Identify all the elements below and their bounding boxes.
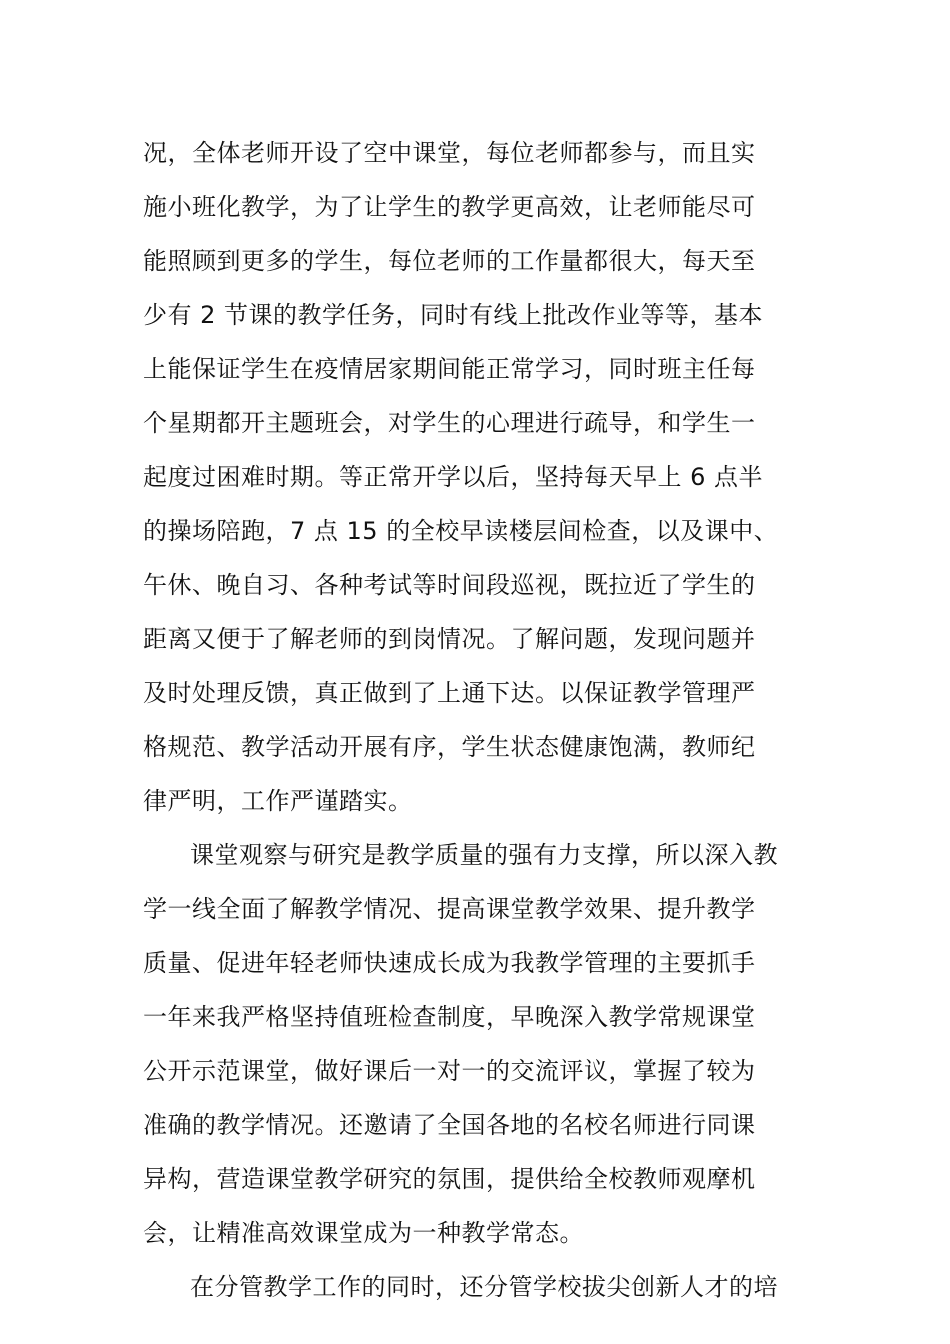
text-line: 起度过困难时期。等正常开学以后，坚持每天早上 6 点半: [143, 463, 764, 491]
paragraph-start-line: 课堂观察与研究是教学质量的强有力支撑，所以深入教: [190, 841, 778, 869]
text-line: 质量、促进年轻老师快速成长成为我教学管理的主要抓手: [143, 949, 756, 977]
text-line: 格规范、教学活动开展有序，学生状态健康饱满，教师纪: [143, 733, 756, 761]
text-line: 午休、晚自习、各种考试等时间段巡视，既拉近了学生的: [143, 571, 756, 599]
text-line: 公开示范课堂，做好课后一对一的交流评议，掌握了较为: [143, 1057, 756, 1085]
text-line: 会，让精准高效课堂成为一种教学常态。: [143, 1219, 584, 1247]
text-line: 的操场陪跑，7 点 15 的全校早读楼层间检查，以及课中、: [143, 517, 779, 545]
text-line: 能照顾到更多的学生，每位老师的工作量都很大，每天至: [143, 247, 756, 275]
text-line: 施小班化教学，为了让学生的教学更高效，让老师能尽可: [143, 193, 756, 221]
text-line: 况，全体老师开设了空中课堂，每位老师都参与，而且实: [143, 139, 756, 167]
paragraph-start-line: 在分管教学工作的同时，还分管学校拔尖创新人才的培: [190, 1273, 778, 1301]
text-line: 距离又便于了解老师的到岗情况。了解问题，发现问题并: [143, 625, 756, 653]
text-line: 异构，营造课堂教学研究的氛围，提供给全校教师观摩机: [143, 1165, 756, 1193]
text-line: 个星期都开主题班会，对学生的心理进行疏导，和学生一: [143, 409, 756, 437]
text-line: 准确的教学情况。还邀请了全国各地的名校名师进行同课: [143, 1111, 756, 1139]
text-line: 一年来我严格坚持值班检查制度，早晚深入教学常规课堂: [143, 1003, 756, 1031]
text-line: 学一线全面了解教学情况、提高课堂教学效果、提升教学: [143, 895, 756, 923]
text-line: 少有 2 节课的教学任务，同时有线上批改作业等等，基本: [143, 301, 764, 329]
text-line: 及时处理反馈，真正做到了上通下达。以保证教学管理严: [143, 679, 756, 707]
text-line: 律严明，工作严谨踏实。: [143, 787, 413, 815]
text-line: 上能保证学生在疫情居家期间能正常学习，同时班主任每: [143, 355, 756, 383]
